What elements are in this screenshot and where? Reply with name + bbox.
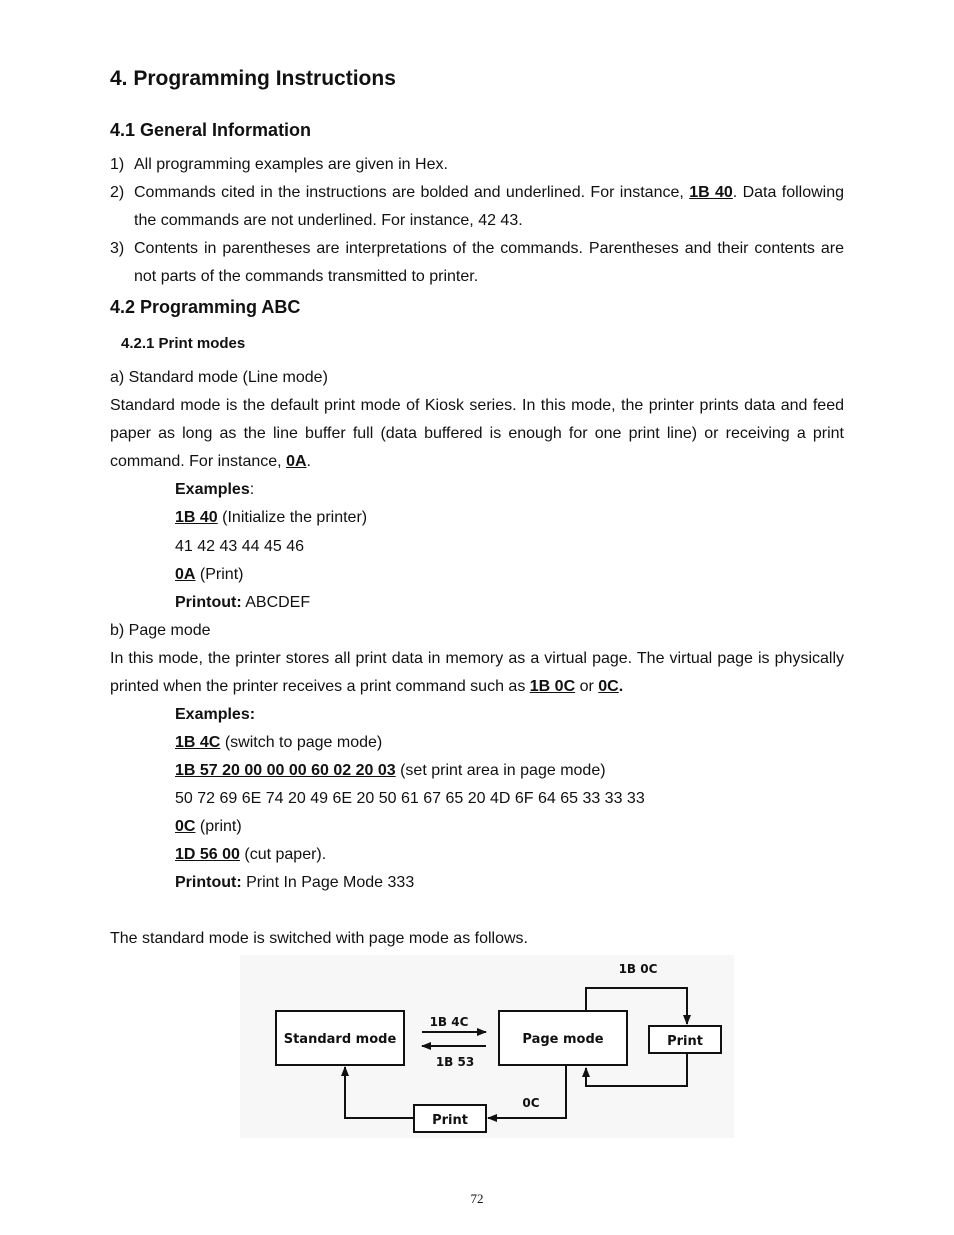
section-general-title: 4.1 General Information bbox=[110, 120, 312, 140]
list-text: All programming examples are given in Hex. bbox=[134, 156, 448, 173]
example-line: 0C (print) bbox=[175, 818, 242, 835]
page-mode-box-label: Page mode bbox=[522, 1032, 604, 1047]
paragraph-line: Standard mode is the default print mode of Kiosk series. In this mode, the printer prints data and feed bbox=[110, 397, 844, 414]
list-number: 2) bbox=[110, 184, 125, 201]
command-code: 1B 40 bbox=[689, 184, 733, 201]
mode-switch-diagram bbox=[240, 955, 734, 1138]
bottom-loop-label: 0C bbox=[522, 1096, 540, 1110]
example-line: 50 72 69 6E 74 20 49 6E 20 50 61 67 65 20 4D 6F 64 65 33 33 33 bbox=[175, 790, 645, 807]
paragraph-line: In this mode, the printer stores all print data in memory as a virtual page. The virtual page is physically bbox=[110, 650, 844, 667]
top-loop-label: 1B 0C bbox=[618, 962, 658, 976]
standard-mode-label: a) Standard mode (Line mode) bbox=[110, 369, 328, 386]
paragraph-line: paper as long as the line buffer full (data buffered is enough for one print line) or receiving a print bbox=[110, 425, 844, 442]
arrow-standard-to-page-label: 1B 4C bbox=[429, 1015, 469, 1029]
command-code: 0A bbox=[175, 566, 196, 583]
print-box-right-label: Print bbox=[667, 1034, 703, 1049]
examples-label: Examples: bbox=[175, 481, 255, 498]
example-line: 0A (Print) bbox=[175, 566, 244, 583]
page-heading: 4. Programming Instructions bbox=[110, 67, 396, 90]
arrow-page-to-standard-label: 1B 53 bbox=[435, 1055, 475, 1069]
page-number: 72 bbox=[470, 1191, 484, 1206]
list-text-line: not parts of the commands transmitted to printer. bbox=[134, 268, 479, 285]
command-code: 1B 57 20 00 00 00 60 02 20 03 bbox=[175, 762, 396, 779]
list-text-line: Commands cited in the instructions are bolded and underlined. For instance, 1B 40. Data following bbox=[134, 184, 845, 201]
standard-mode-box-label: Standard mode bbox=[283, 1032, 397, 1047]
section-abc-title: 4.2 Programming ABC bbox=[110, 297, 301, 317]
paragraph-line: printed when the printer receives a print command such as 1B 0C or 0C. bbox=[110, 678, 624, 695]
command-code: 0C bbox=[175, 818, 196, 835]
page-mode-label: b) Page mode bbox=[110, 622, 211, 639]
command-code: 1B 40 bbox=[175, 509, 218, 526]
example-line: 1B 57 20 00 00 00 60 02 20 03 (set print area in page mode) bbox=[175, 762, 606, 779]
command-code: 1B 0C bbox=[529, 678, 576, 695]
printout-line: Printout: ABCDEF bbox=[175, 594, 311, 611]
switch-text: The standard mode is switched with page mode as follows. bbox=[110, 930, 528, 947]
example-line: 41 42 43 44 45 46 bbox=[175, 538, 305, 555]
command-code: 0C bbox=[598, 678, 619, 695]
printout-line: Printout: Print In Page Mode 333 bbox=[175, 874, 415, 891]
list-number: 3) bbox=[110, 240, 125, 257]
command-code: 1B 4C bbox=[175, 734, 221, 751]
list-text-line: Contents in parentheses are interpretations of the commands. Parentheses and their contents are bbox=[134, 240, 844, 257]
example-line: 1D 56 00 (cut paper). bbox=[175, 846, 327, 863]
arrow-page-to-print-bottom bbox=[488, 1066, 566, 1118]
command-code: 0A bbox=[286, 453, 307, 470]
arrow-print-to-standard bbox=[345, 1067, 414, 1118]
print-box-bottom-label: Print bbox=[432, 1113, 468, 1128]
example-line: 1B 40 (Initialize the printer) bbox=[175, 509, 368, 526]
paragraph-line: command. For instance, 0A. bbox=[110, 453, 311, 470]
command-code: 1D 56 00 bbox=[175, 846, 240, 863]
list-number: 1) bbox=[110, 156, 125, 173]
subsection-print-modes-title: 4.2.1 Print modes bbox=[121, 335, 246, 352]
list-text-line: the commands are not underlined. For instance, 42 43. bbox=[134, 212, 523, 229]
examples-label: Examples: bbox=[175, 706, 256, 723]
example-line: 1B 4C (switch to page mode) bbox=[175, 734, 383, 751]
